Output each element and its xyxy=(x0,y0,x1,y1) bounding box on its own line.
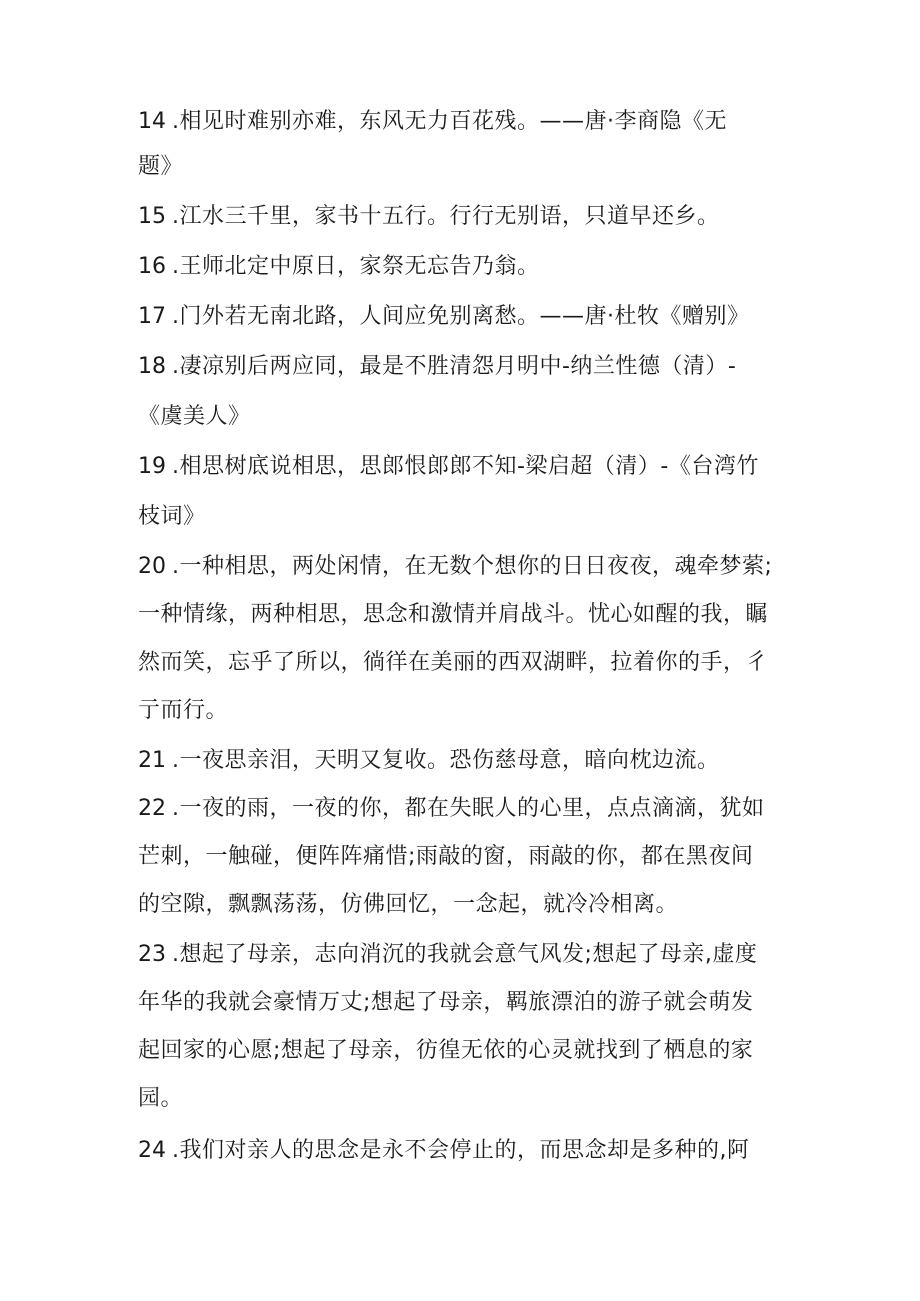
entry-19-line-1 xyxy=(138,452,798,482)
entry-23-line-1 xyxy=(138,940,798,970)
entry-number: 17 xyxy=(138,304,166,329)
entry-text: 《虞美人》 xyxy=(138,404,251,429)
entry-14-line-1 xyxy=(138,107,798,137)
entry-number: 14 xyxy=(138,109,166,134)
entry-23-line-4 xyxy=(138,1084,798,1114)
entry-text: 一种情缘，两种相思，思念和激情并肩战斗。忧心如醒的我，瞩 xyxy=(138,602,769,627)
entry-text: .一夜的雨，一夜的你，都在失眠人的心里，点点滴滴，犹如 xyxy=(172,796,765,821)
entry-15-line-1 xyxy=(138,202,798,232)
entry-text: 的空隙，飘飘荡荡，仿佛回忆，一念起，就冷冷相离。 xyxy=(138,892,679,917)
entry-23-line-2 xyxy=(138,988,798,1018)
entry-text: 芒刺，一触碰，便阵阵痛惜;雨敲的窗，雨敲的你，都在黑夜间 xyxy=(138,844,754,869)
entry-text: .相思树底说相思，思郎恨郎郎不知-梁启超（清）-《台湾竹 xyxy=(172,454,759,479)
entry-number: 21 xyxy=(138,748,166,773)
entry-16-line-1 xyxy=(138,252,798,282)
entry-text: .王师北定中原日，家祭无忘告乃翁。 xyxy=(172,254,540,279)
entry-18-line-2 xyxy=(138,402,798,432)
entry-23-line-3 xyxy=(138,1036,798,1066)
entry-18-line-1 xyxy=(138,352,798,382)
entry-number: 22 xyxy=(138,796,166,821)
entry-number: 24 xyxy=(138,1138,166,1163)
entry-number: 18 xyxy=(138,354,166,379)
entry-text: 然而笑，忘乎了所以，徜徉在美丽的西双湖畔，拉着你的手，彳 xyxy=(138,650,769,675)
entry-text: 园。 xyxy=(138,1086,184,1111)
entry-20-line-2 xyxy=(138,600,798,630)
entry-22-line-1 xyxy=(138,794,798,824)
entry-number: 20 xyxy=(138,554,166,579)
entry-number: 15 xyxy=(138,204,166,229)
entry-text: .想起了母亲，志向消沉的我就会意气风发;想起了母亲,虚度 xyxy=(172,942,758,967)
entry-22-line-2 xyxy=(138,842,798,872)
entry-20-line-4 xyxy=(138,696,798,726)
entry-text: .我们对亲人的思念是永不会停止的，而思念却是多种的,阿 xyxy=(172,1138,750,1163)
entry-number: 16 xyxy=(138,254,166,279)
entry-text: .一夜思亲泪，天明又复收。恐伤慈母意，暗向枕边流。 xyxy=(172,748,720,773)
entry-21-line-1 xyxy=(138,746,798,776)
entry-number: 23 xyxy=(138,942,166,967)
entry-text: 亍而行。 xyxy=(138,698,229,723)
entry-14-line-2 xyxy=(138,152,798,182)
entry-number: 19 xyxy=(138,454,166,479)
entry-text: 起回家的心愿;想起了母亲，彷徨无依的心灵就找到了栖息的家 xyxy=(138,1038,754,1063)
entry-20-line-3 xyxy=(138,648,798,678)
entry-19-line-2 xyxy=(138,502,798,532)
entry-text: .门外若无南北路，人间应免别离愁。——唐·杜牧《赠别》 xyxy=(172,304,750,329)
entry-text: .凄凉别后两应同，最是不胜清怨月明中-纳兰性德（清）- xyxy=(172,354,737,379)
entry-text: .江水三千里，家书十五行。行行无别语，只道早还乡。 xyxy=(172,204,720,229)
entry-22-line-3 xyxy=(138,890,798,920)
entry-text: 枝词》 xyxy=(138,504,206,529)
entry-text: .相见时难别亦难，东风无力百花残。——唐·李商隐《无 xyxy=(172,109,727,134)
entry-20-line-1 xyxy=(138,552,798,582)
entry-24-line-1 xyxy=(138,1136,798,1166)
entry-text: 年华的我就会豪情万丈;想起了母亲，羁旅漂泊的游子就会萌发 xyxy=(138,990,754,1015)
entry-17-line-1 xyxy=(138,302,798,332)
entry-text: 题》 xyxy=(138,154,184,179)
entry-text: .一种相思，两处闲情，在无数个想你的日日夜夜，魂牵梦萦; xyxy=(172,554,773,579)
